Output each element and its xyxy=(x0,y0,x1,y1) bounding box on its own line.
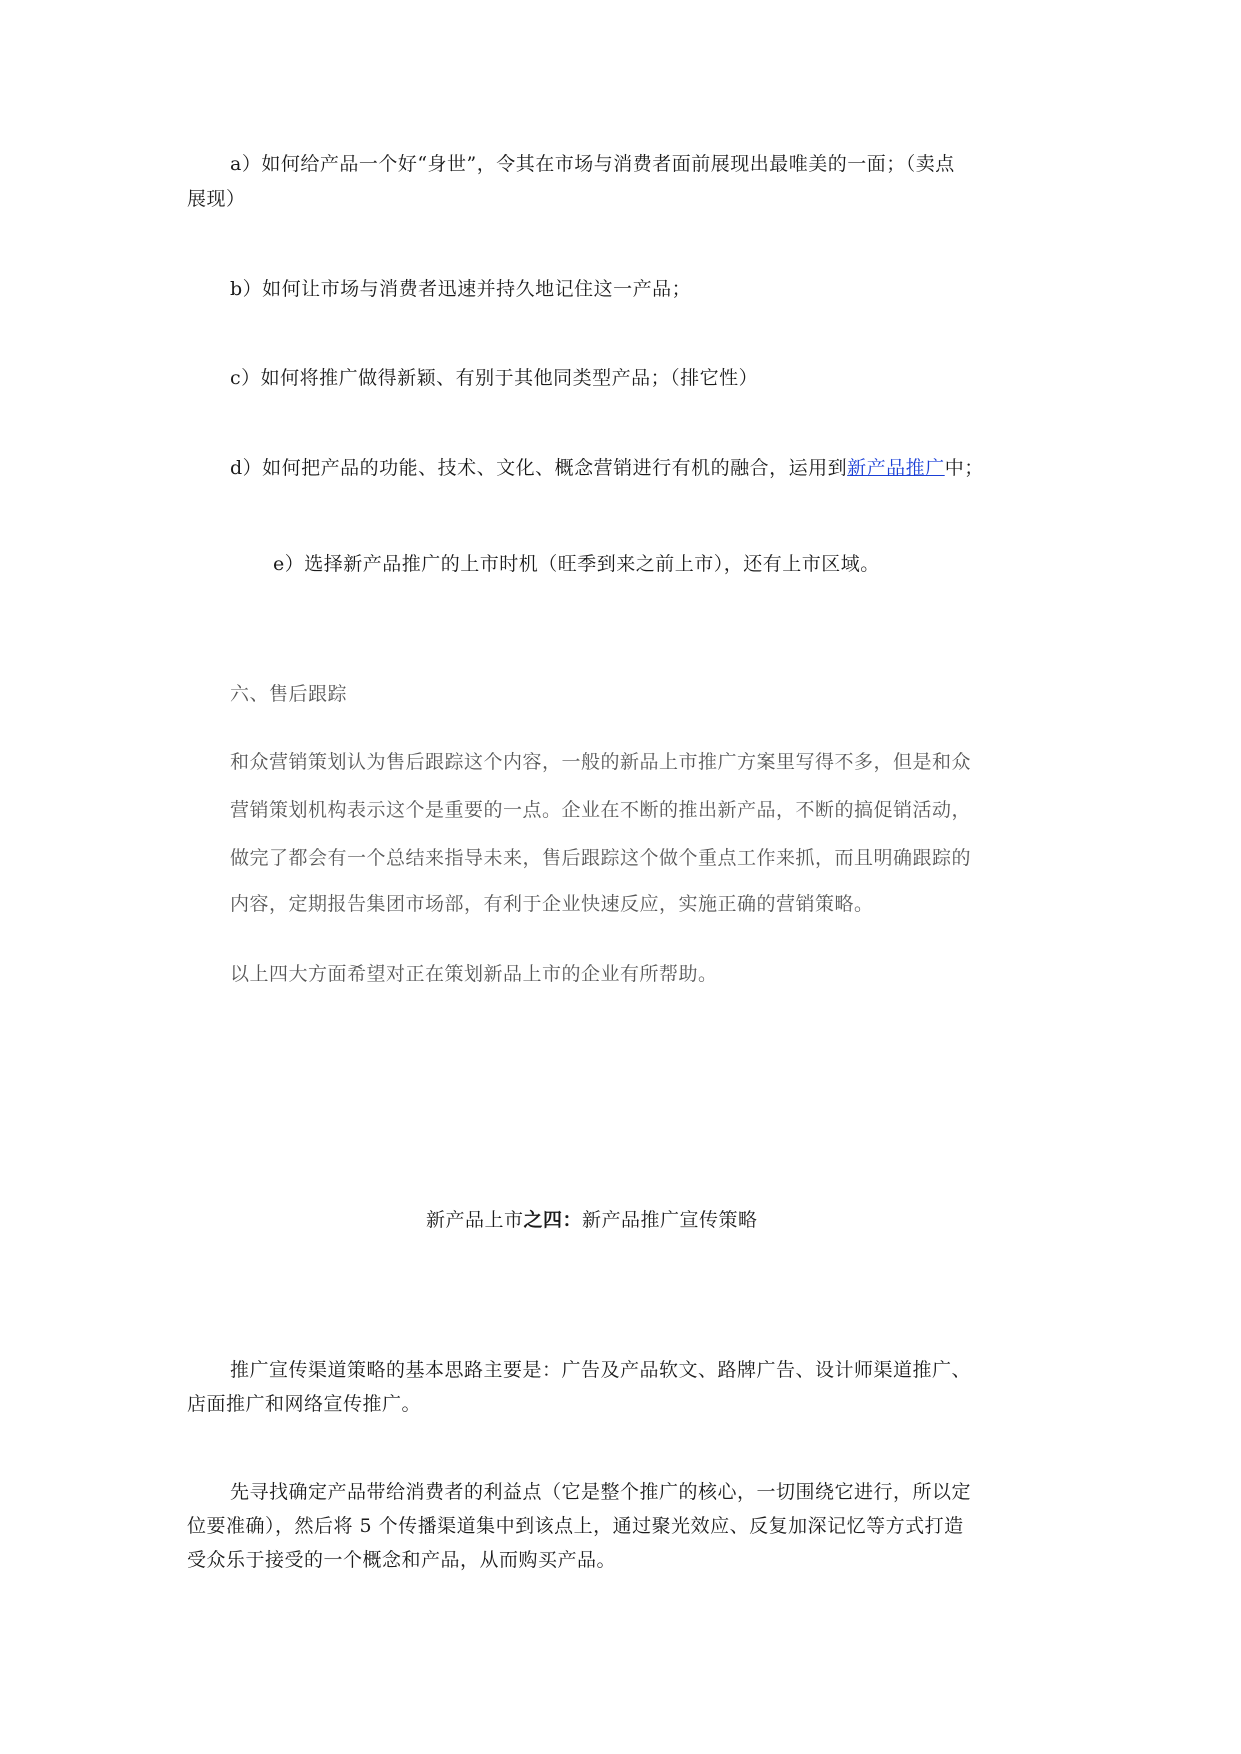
paragraph-line: 和众营销策划认为售后跟踪这个内容，一般的新品上市推广方案里写得不多，但是和众 xyxy=(230,751,972,773)
list-item-d xyxy=(230,454,984,482)
paragraph-line: 位要准确），然后将 5 个传播渠道集中到该点上，通过聚光效应、反复加深记忆等方式打造 xyxy=(187,1515,964,1537)
paragraph-line: 推广宣传渠道策略的基本思路主要是：广告及产品软文、路牌广告、设计师渠道推广、 xyxy=(230,1359,972,1381)
list-item-a-text-2: 展现） xyxy=(187,188,246,210)
title-post: 新产品推广宣传策略 xyxy=(582,1209,758,1231)
section-title-part4 xyxy=(426,1206,758,1234)
paragraph-line: 营销策划机构表示这个是重要的一点。企业在不断的推出新产品，不断的搞促销活动， xyxy=(230,799,972,821)
paragraph-line: 受众乐于接受的一个概念和产品，从而购买产品。 xyxy=(187,1549,617,1571)
list-item-d-text: d）如何把产品的功能、技术、文化、概念营销进行有机的融合，运用到 xyxy=(230,457,848,479)
new-product-promotion-link[interactable]: 新产品推广 xyxy=(847,457,945,479)
list-item-b: b）如何让市场与消费者迅速并持久地记住这一产品； xyxy=(230,278,692,300)
list-item-c: c）如何将推广做得新颖、有别于其他同类型产品；（排它性） xyxy=(230,367,759,389)
list-item-e: e）选择新产品推广的上市时机（旺季到来之前上市），还有上市区域。 xyxy=(273,553,880,575)
list-item-a-text: a）如何给产品一个好“身世”，令其在市场与消费者面前展现出最唯美的一面；（卖点 xyxy=(230,153,955,175)
paragraph-line: 先寻找确定产品带给消费者的利益点（它是整个推广的核心，一切围绕它进行，所以定 xyxy=(230,1481,972,1503)
closing-paragraph: 以上四大方面希望对正在策划新品上市的企业有所帮助。 xyxy=(230,963,718,985)
list-item-a xyxy=(230,150,955,178)
paragraph-line: 内容，定期报告集团市场部，有利于企业快速反应，实施正确的营销策略。 xyxy=(230,893,874,915)
list-item-d-end: 中； xyxy=(944,457,984,479)
paragraph-line: 店面推广和网络宣传推广。 xyxy=(187,1393,422,1415)
paragraph-line: 做完了都会有一个总结来指导未来，售后跟踪这个做个重点工作来抓，而且明确跟踪的 xyxy=(230,847,972,869)
title-pre: 新产品上市 xyxy=(426,1209,524,1231)
title-bold: 之四： xyxy=(523,1209,583,1231)
section-heading-after-sales: 六、售后跟踪 xyxy=(230,683,348,705)
list-item-a-continuation xyxy=(187,185,246,213)
